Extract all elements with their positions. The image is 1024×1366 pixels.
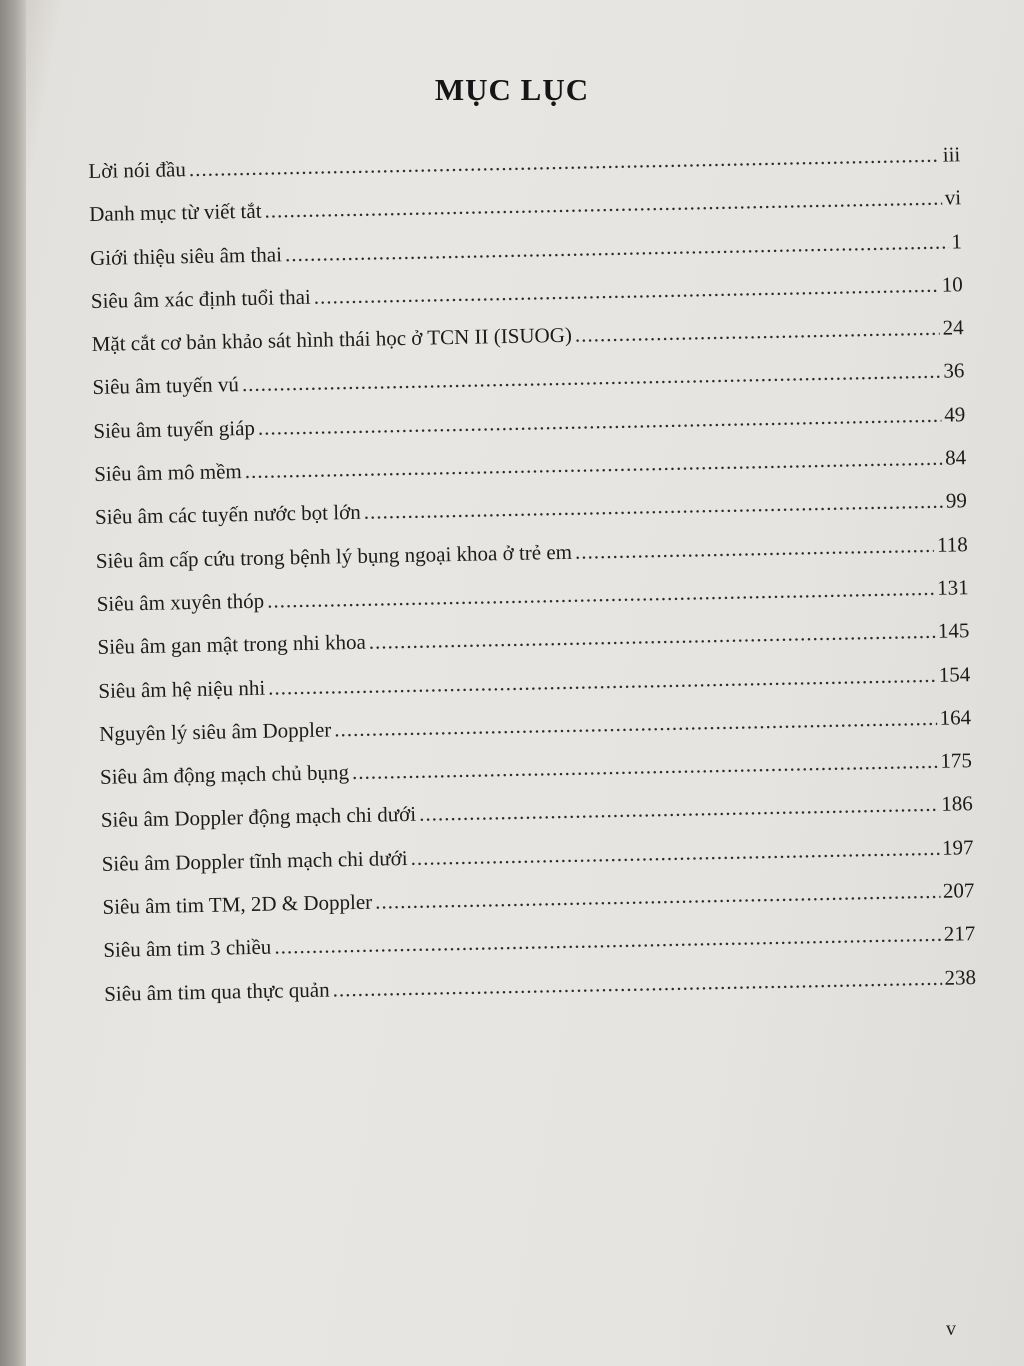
toc-leader-dots: [575, 524, 935, 574]
toc-entry-label: Mặt cắt cơ bản khảo sát hình thái học ở TCN II (ISUOG): [91, 322, 573, 357]
toc-entry-page: 24: [942, 315, 964, 340]
toc-entry-page: 164: [939, 705, 972, 730]
toc-entry-page: 175: [940, 748, 973, 773]
toc-entry-page: 145: [937, 618, 970, 644]
toc-entry-label: Siêu âm xác định tuổi thai: [90, 284, 311, 313]
toc-entry-label: Lời nói đầu: [88, 157, 187, 183]
toc-entry-label: Siêu âm hệ niệu nhi: [98, 675, 266, 703]
toc-leader-dots: [574, 307, 940, 357]
toc-entry-page: iii: [942, 142, 961, 167]
toc-entry-page: 207: [942, 878, 975, 903]
toc-entry-label: Giới thiệu siêu âm thai: [89, 241, 283, 270]
toc-entry-label: Siêu âm động mạch chủ bụng: [99, 760, 350, 790]
toc-entry-label: Siêu âm Doppler động mạch chi dưới: [100, 802, 417, 833]
toc-entry-page: 154: [938, 661, 971, 687]
toc-entry-page: 84: [944, 445, 967, 470]
toc-entry-label: Siêu âm mô mềm: [93, 459, 243, 487]
toc-entry-page: 36: [943, 358, 965, 384]
toc-entry-label: Siêu âm các tuyến nước bọt lớn: [94, 500, 361, 530]
toc-entry-label: Siêu âm tim qua thực quản: [103, 977, 330, 1006]
page-binding-edge: [0, 0, 26, 1366]
toc-entry-label: Siêu âm cấp cứu trong bệnh lý bụng ngoại khoa ở trẻ em: [95, 539, 573, 573]
toc-entry-page: 217: [943, 921, 976, 947]
toc-entry-label: Danh mục từ viết tắt: [89, 198, 262, 227]
toc-entry-label: Siêu âm tuyến vú: [92, 372, 240, 400]
toc-entry-page: vi: [944, 185, 962, 210]
toc-entry-page: 99: [945, 488, 968, 513]
table-of-contents: [88, 133, 976, 1016]
toc-entry-page: 49: [944, 401, 966, 427]
page-number: v: [946, 1318, 956, 1340]
toc-entry-label: Siêu âm tim 3 chiều: [103, 934, 272, 963]
toc-entry-page: 186: [940, 791, 973, 817]
page-title: MỤC LỤC: [434, 72, 590, 107]
toc-entry-page: 238: [944, 964, 977, 990]
toc-entry-page: 197: [941, 834, 974, 860]
toc-entry-label: Siêu âm gan mật trong nhi khoa: [97, 630, 367, 660]
toc-entry-page: 1: [951, 228, 963, 254]
toc-entry-page: 10: [941, 272, 963, 297]
toc-entry-page: 118: [936, 531, 968, 557]
toc-entry-label: Siêu âm xuyên thóp: [96, 588, 265, 616]
toc-entry-label: Siêu âm tuyến giáp: [93, 415, 256, 443]
toc-entry-page: 131: [936, 575, 969, 600]
toc-entry-label: Siêu âm tim TM, 2D & Doppler: [102, 889, 373, 919]
toc-entry-label: Siêu âm Doppler tĩnh mạch chi dưới: [101, 845, 408, 876]
toc-entry-label: Nguyên lý siêu âm Doppler: [98, 717, 332, 746]
